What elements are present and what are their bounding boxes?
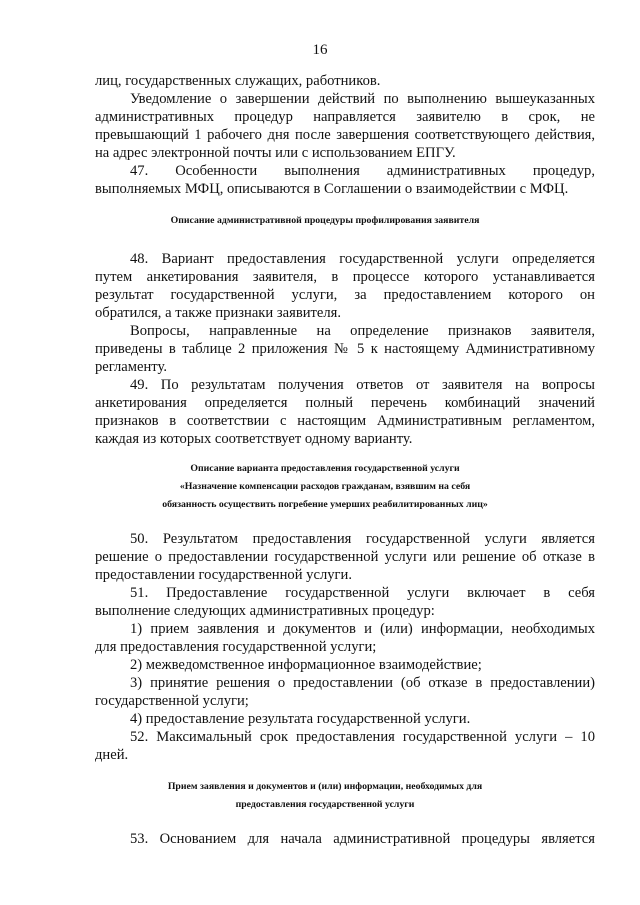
text-line: предоставлении государственной услуги. [95, 567, 352, 583]
section-heading: обязанность осуществить погребение умерших реабилитированных лиц» [162, 499, 488, 510]
text-line: 47. Особенности выполнения административных процедур, [130, 163, 595, 179]
text-line: 1) прием заявления и документов и (или) информации, необходимых [130, 621, 595, 637]
section-heading: Описание варианта предоставления государственной услуги [190, 463, 460, 474]
text-line: анкетирования определяется полный перечень комбинаций значений [95, 395, 595, 411]
page-number: 16 [312, 42, 328, 58]
text-line: результат государственной услуги, за предоставлением которого он [95, 287, 595, 303]
text-line: путем анкетирования заявителя, в процессе которого устанавливается [95, 269, 595, 285]
text-line: регламенту. [95, 359, 167, 375]
text-line: Уведомление о завершении действий по выполнению вышеуказанных [130, 91, 595, 107]
text-line: Вопросы, направленные на определение признаков заявителя, [130, 323, 595, 339]
text-line: превышающий 1 рабочего дня после завершения соответствующего действия, [95, 127, 595, 143]
section-heading: Описание административной процедуры профилирования заявителя [170, 215, 480, 226]
text-line: 52. Максимальный срок предоставления государственной услуги – 10 [130, 729, 595, 745]
text-line: решение о предоставлении государственной услуги или решение об отказе в [95, 549, 595, 565]
text-line: 50. Результатом предоставления государственной услуги является [130, 531, 595, 547]
text-line: 49. По результатам получения ответов от заявителя на вопросы [130, 377, 595, 393]
text-line: обратился, а также признаки заявителя. [95, 305, 342, 321]
text-line: признаков в соответствии с настоящим Административным регламентом, [95, 413, 595, 429]
text-line: 53. Основанием для начала административной процедуры является [130, 831, 595, 847]
text-line: лиц, государственных служащих, работников. [95, 73, 381, 89]
section-heading: «Назначение компенсации расходов гражданам, взявшим на себя [179, 481, 471, 492]
section-heading: предоставления государственной услуги [235, 799, 415, 810]
text-line: 3) принятие решения о предоставлении (об отказе в предоставлении) [130, 675, 595, 691]
text-line: 2) межведомственное информационное взаимодействие; [130, 657, 482, 673]
text-line: приведены в таблице 2 приложения № 5 к настоящему Административному [95, 341, 595, 357]
text-line: выполнение следующих административных процедур: [95, 603, 435, 619]
text-line: каждая из которых соответствует одному варианту. [95, 431, 413, 447]
text-line: 48. Вариант предоставления государственной услуги определяется [130, 251, 595, 267]
text-line: для предоставления государственной услуги; [95, 639, 377, 655]
text-line: дней. [95, 747, 129, 763]
text-line: государственной услуги; [95, 693, 249, 709]
text-line: 4) предоставление результата государственной услуги. [130, 711, 471, 727]
text-line: на адрес электронной почты или с использованием ЕПГУ. [95, 145, 456, 161]
text-line: 51. Предоставление государственной услуги включает в себя [130, 585, 595, 601]
section-heading: Прием заявления и документов и (или) информации, необходимых для [167, 781, 483, 792]
text-line: административных процедур направляется заявителю в срок, не [95, 109, 595, 125]
text-line: выполняемых МФЦ, описываются в Соглашении о взаимодействии с МФЦ. [95, 181, 569, 197]
